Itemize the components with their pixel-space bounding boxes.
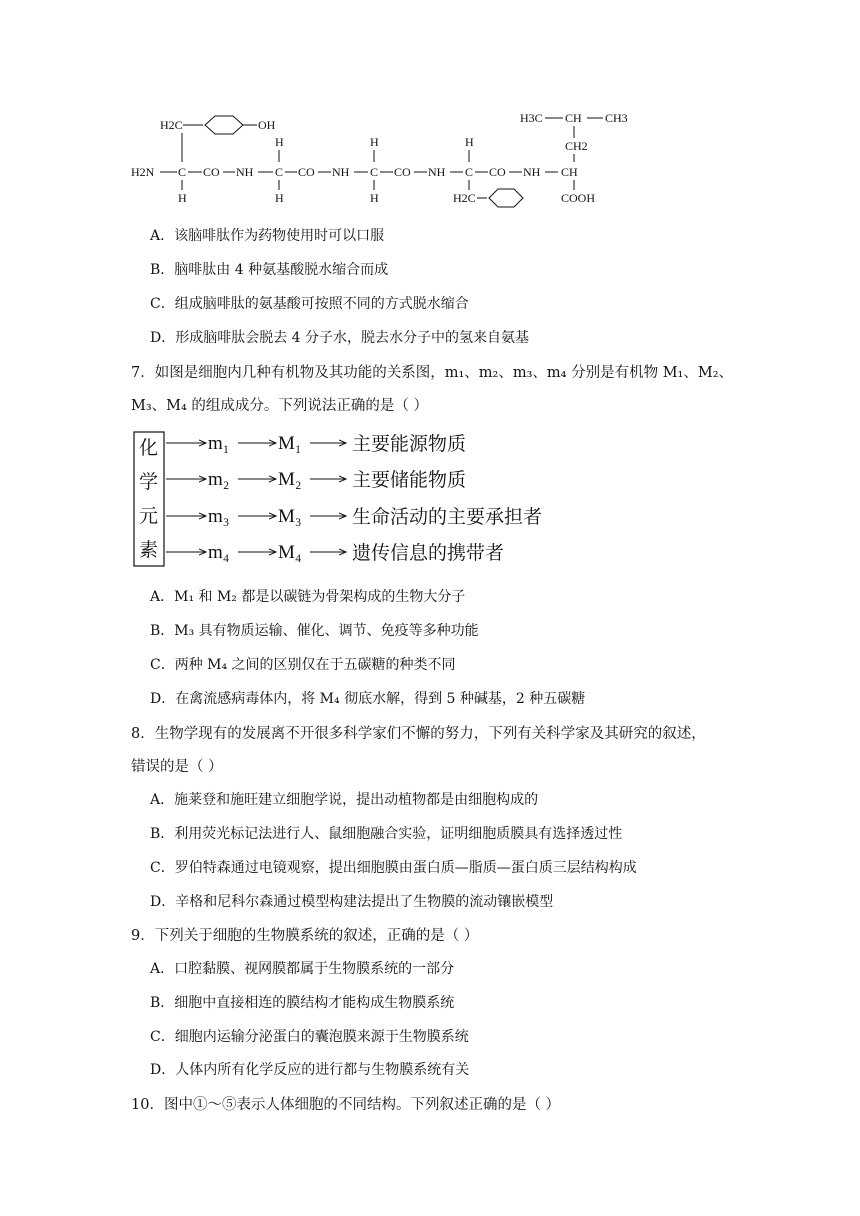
M1-function: 主要能源物质 — [352, 434, 467, 455]
q8-option-b: B．利用荧光标记法进行人、鼠细胞融合实验，证明细胞质膜具有选择透过性 — [150, 826, 623, 842]
group-co-3: CO — [394, 165, 411, 179]
q7-stem-line1: 7．如图是细胞内几种有机物及其功能的关系图，m₁、m₂、m₃、m₄ 分别是有机物 M₁、M₂、 — [131, 365, 734, 381]
q9-option-b: B．细胞中直接相连的膜结构才能构成生物膜系统 — [150, 995, 455, 1011]
q6-option-d: D．形成脑啡肽会脱去 4 分子水，脱去水分子中的氢来自氨基 — [150, 330, 530, 346]
q9-stem: 9．下列关于细胞的生物膜系统的叙述，正确的是（ ） — [131, 928, 479, 944]
group-h2c-1: H2C — [160, 118, 183, 132]
q7-option-c: C．两种 M₄ 之间的区别仅在于五碳糖的种类不同 — [150, 657, 456, 673]
q9-option-d: D．人体内所有化学反应的进行都与生物膜系统有关 — [150, 1062, 470, 1078]
group-ch-1: CH — [565, 111, 582, 125]
box-char-4: 素 — [139, 540, 159, 561]
group-h2c-2: H2C — [453, 191, 476, 205]
m3-label: m₃ — [208, 506, 230, 527]
q6-option-a: A．该脑啡肽作为药物使用时可以口服 — [150, 228, 385, 244]
group-co-1: CO — [203, 165, 220, 179]
m1-label: m₁ — [208, 433, 230, 454]
q7-option-b: B．M₃ 具有物质运输、催化、调节、免疫等多种功能 — [150, 623, 479, 639]
q9-option-c: C．细胞内运输分泌蛋白的囊泡膜来源于生物膜系统 — [150, 1029, 469, 1045]
group-nh-2: NH — [332, 165, 350, 179]
group-h-3: H — [275, 191, 284, 205]
M4-label: M₄ — [278, 542, 302, 563]
group-c-1: C — [178, 165, 187, 179]
q8-option-a: A．施莱登和施旺建立细胞学说，提出动植物都是由细胞构成的 — [150, 792, 539, 808]
peptide-structure-diagram — [125, 100, 645, 215]
q6-option-b: B．脑啡肽由 4 种氨基酸脱水缩合而成 — [150, 262, 389, 278]
organic-compound-flow-diagram — [130, 430, 600, 570]
group-nh-4: NH — [523, 165, 541, 179]
group-nh-3: NH — [428, 165, 446, 179]
q6-option-c: C．组成脑啡肽的氨基酸可按照不同的方式脱水缩合 — [150, 296, 469, 312]
box-char-1: 化 — [139, 438, 159, 459]
group-h-5: H — [370, 191, 379, 205]
group-ch-2: CH — [561, 165, 578, 179]
q8-option-c: C．罗伯特森通过电镜观察，提出细胞膜由蛋白质—脂质—蛋白质三层结构构成 — [150, 860, 637, 876]
group-ch2: CH2 — [565, 139, 588, 153]
group-nh-1: NH — [236, 165, 254, 179]
M1-label: M₁ — [278, 433, 302, 454]
M4-function: 遗传信息的携带者 — [352, 543, 505, 564]
group-co-4: CO — [489, 165, 506, 179]
box-char-3: 元 — [139, 506, 159, 527]
q9-option-a: A．口腔黏膜、视网膜都属于生物膜系统的一部分 — [150, 961, 455, 977]
group-co-2: CO — [298, 165, 315, 179]
group-ch3: CH3 — [605, 111, 628, 125]
group-c-3: C — [370, 165, 379, 179]
box-char-2: 学 — [139, 472, 159, 493]
M2-label: M₂ — [278, 469, 302, 490]
m2-label: m₂ — [208, 469, 230, 490]
M3-label: M₃ — [278, 506, 302, 527]
M3-function: 生命活动的主要承担者 — [352, 507, 543, 528]
q10-stem: 10．图中①～⑤表示人体细胞的不同结构。下列叙述正确的是（ ） — [131, 1097, 561, 1113]
m4-label: m₄ — [208, 542, 230, 563]
q7-stem-line2: M₃、M₄ 的组成成分。下列说法正确的是（ ） — [131, 398, 429, 414]
group-c-4: C — [465, 165, 474, 179]
q8-stem-line2: 错误的是（ ） — [131, 759, 223, 775]
group-h-1: H — [178, 191, 187, 205]
q8-option-d: D．辛格和尼科尔森通过模型构建法提出了生物膜的流动镶嵌模型 — [150, 894, 554, 910]
M2-function: 主要储能物质 — [352, 470, 467, 491]
group-cooh: COOH — [561, 191, 596, 205]
group-h2n: H2N — [131, 165, 155, 179]
group-c-2: C — [275, 165, 284, 179]
group-h-6: H — [465, 135, 474, 149]
group-h-4: H — [370, 135, 379, 149]
group-oh: OH — [258, 118, 276, 132]
group-h-2: H — [275, 135, 284, 149]
q7-option-d: D．在禽流感病毒体内，将 M₄ 彻底水解，得到 5 种碱基，2 种五碳糖 — [150, 691, 586, 707]
q8-stem-line1: 8．生物学现有的发展离不开很多科学家们不懈的努力，下列有关科学家及其研究的叙述， — [131, 726, 706, 742]
group-h3c: H3C — [520, 111, 543, 125]
q7-option-a: A．M₁ 和 M₂ 都是以碳链为骨架构成的生物大分子 — [150, 589, 466, 605]
